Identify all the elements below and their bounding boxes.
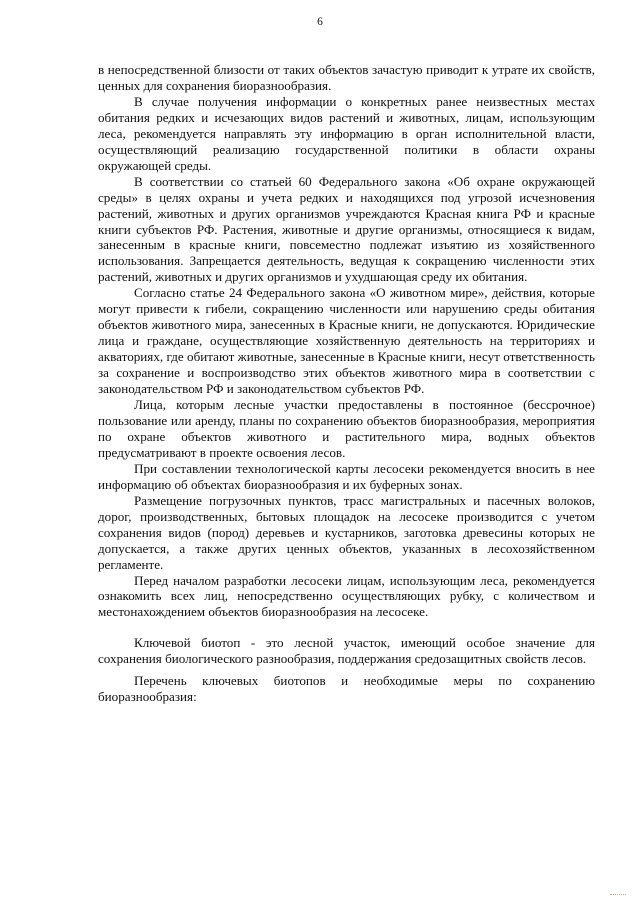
paragraph-article-24: Согласно статье 24 Федерального закона «О животном мире», действия, которые могут привести к гибели, сокращению численности или нарушению среды обитания объектов животного мира, занесенных в Красные книги, не допускаются. Юридические лица и граждане, осуществляющие хозяйственную деятельность на территориях и акваториях, где обитают животные, занесенные в Красные книги, несут ответственность за сохранение и воспроизводство этих объектов животного мира в соответствии с законодательством РФ и законодательством субъектов РФ. [98,285,595,397]
scan-artifact [610,892,626,895]
paragraph-key-biotope-definition: Ключевой биотоп - это лесной участок, имеющий особое значение для сохранения биологического разнообразия, поддержания средозащитных свойств лесов. [98,635,595,667]
paragraph-placement: Размещение погрузочных пунктов, трасс магистральных и пасечных волоков, дорог, производственных, бытовых площадок на лесосеке производится с учетом сохранения видов (пород) деревьев и кустарников, заготовка древесины которых не допускается, а также других ценных объектов, указанных в лесохозяйственном регламенте. [98,492,595,572]
paragraph-new-habitat-info: В случае получения информации о конкретных ранее неизвестных местах обитания редких и исчезающих видов растений и животных, лицам, использующим леса, рекомендуется направлять эту информацию в орган исполнительной власти, осуществляющий реализацию государственной политики в области охраны окружающей среды. [98,93,595,173]
paragraph-article-60: В соответствии со статьей 60 Федерального закона «Об охране окружающей среды» в целях охраны и учета редких и находящихся под угрозой исчезновения растений, животных и других организмов учреждаются Красная книга РФ и красные книги субъектов РФ. Растения, животные и другие организмы, относящиеся к видам, занесенным в красные книги, повсеместно подлежат изъятию из хозяйственного использования. Запрещается деятельность, ведущая к сокращению численности этих растений, животных и других организмов и ухудшающая среду их обитания. [98,173,595,285]
paragraph-key-biotope-list-intro: Перечень ключевых биотопов и необходимые меры по сохранению биоразнообразия: [98,673,595,705]
page-number: 6 [317,16,323,28]
paragraph-technological-map: При составлении технологической карты лесосеки рекомендуется вносить в нее информацию об объектах биоразнообразия и их буферных зонах. [98,460,595,492]
paragraph-continuation: в непосредственной близости от таких объектов зачастую приводит к утрате их свойств, ценных для сохранения биоразнообразия. [98,62,595,93]
paragraph-forest-users-plans: Лица, которым лесные участки предоставлены в постоянное (бессрочное) пользование или аренду, планы по сохранению объектов биоразнообразия, мероприятия по охране объектов животного и растительного мира, водных объектов предусматривают в проекте освоения лесов. [98,397,595,460]
paragraph-before-cutting: Перед началом разработки лесосеки лицам, использующим леса, рекомендуется ознакомить всех лиц, непосредственно осуществляющих рубку, с количеством и местонахождением объектов биоразнообразия на лесосеке. [98,572,595,620]
body-text [98,62,595,705]
